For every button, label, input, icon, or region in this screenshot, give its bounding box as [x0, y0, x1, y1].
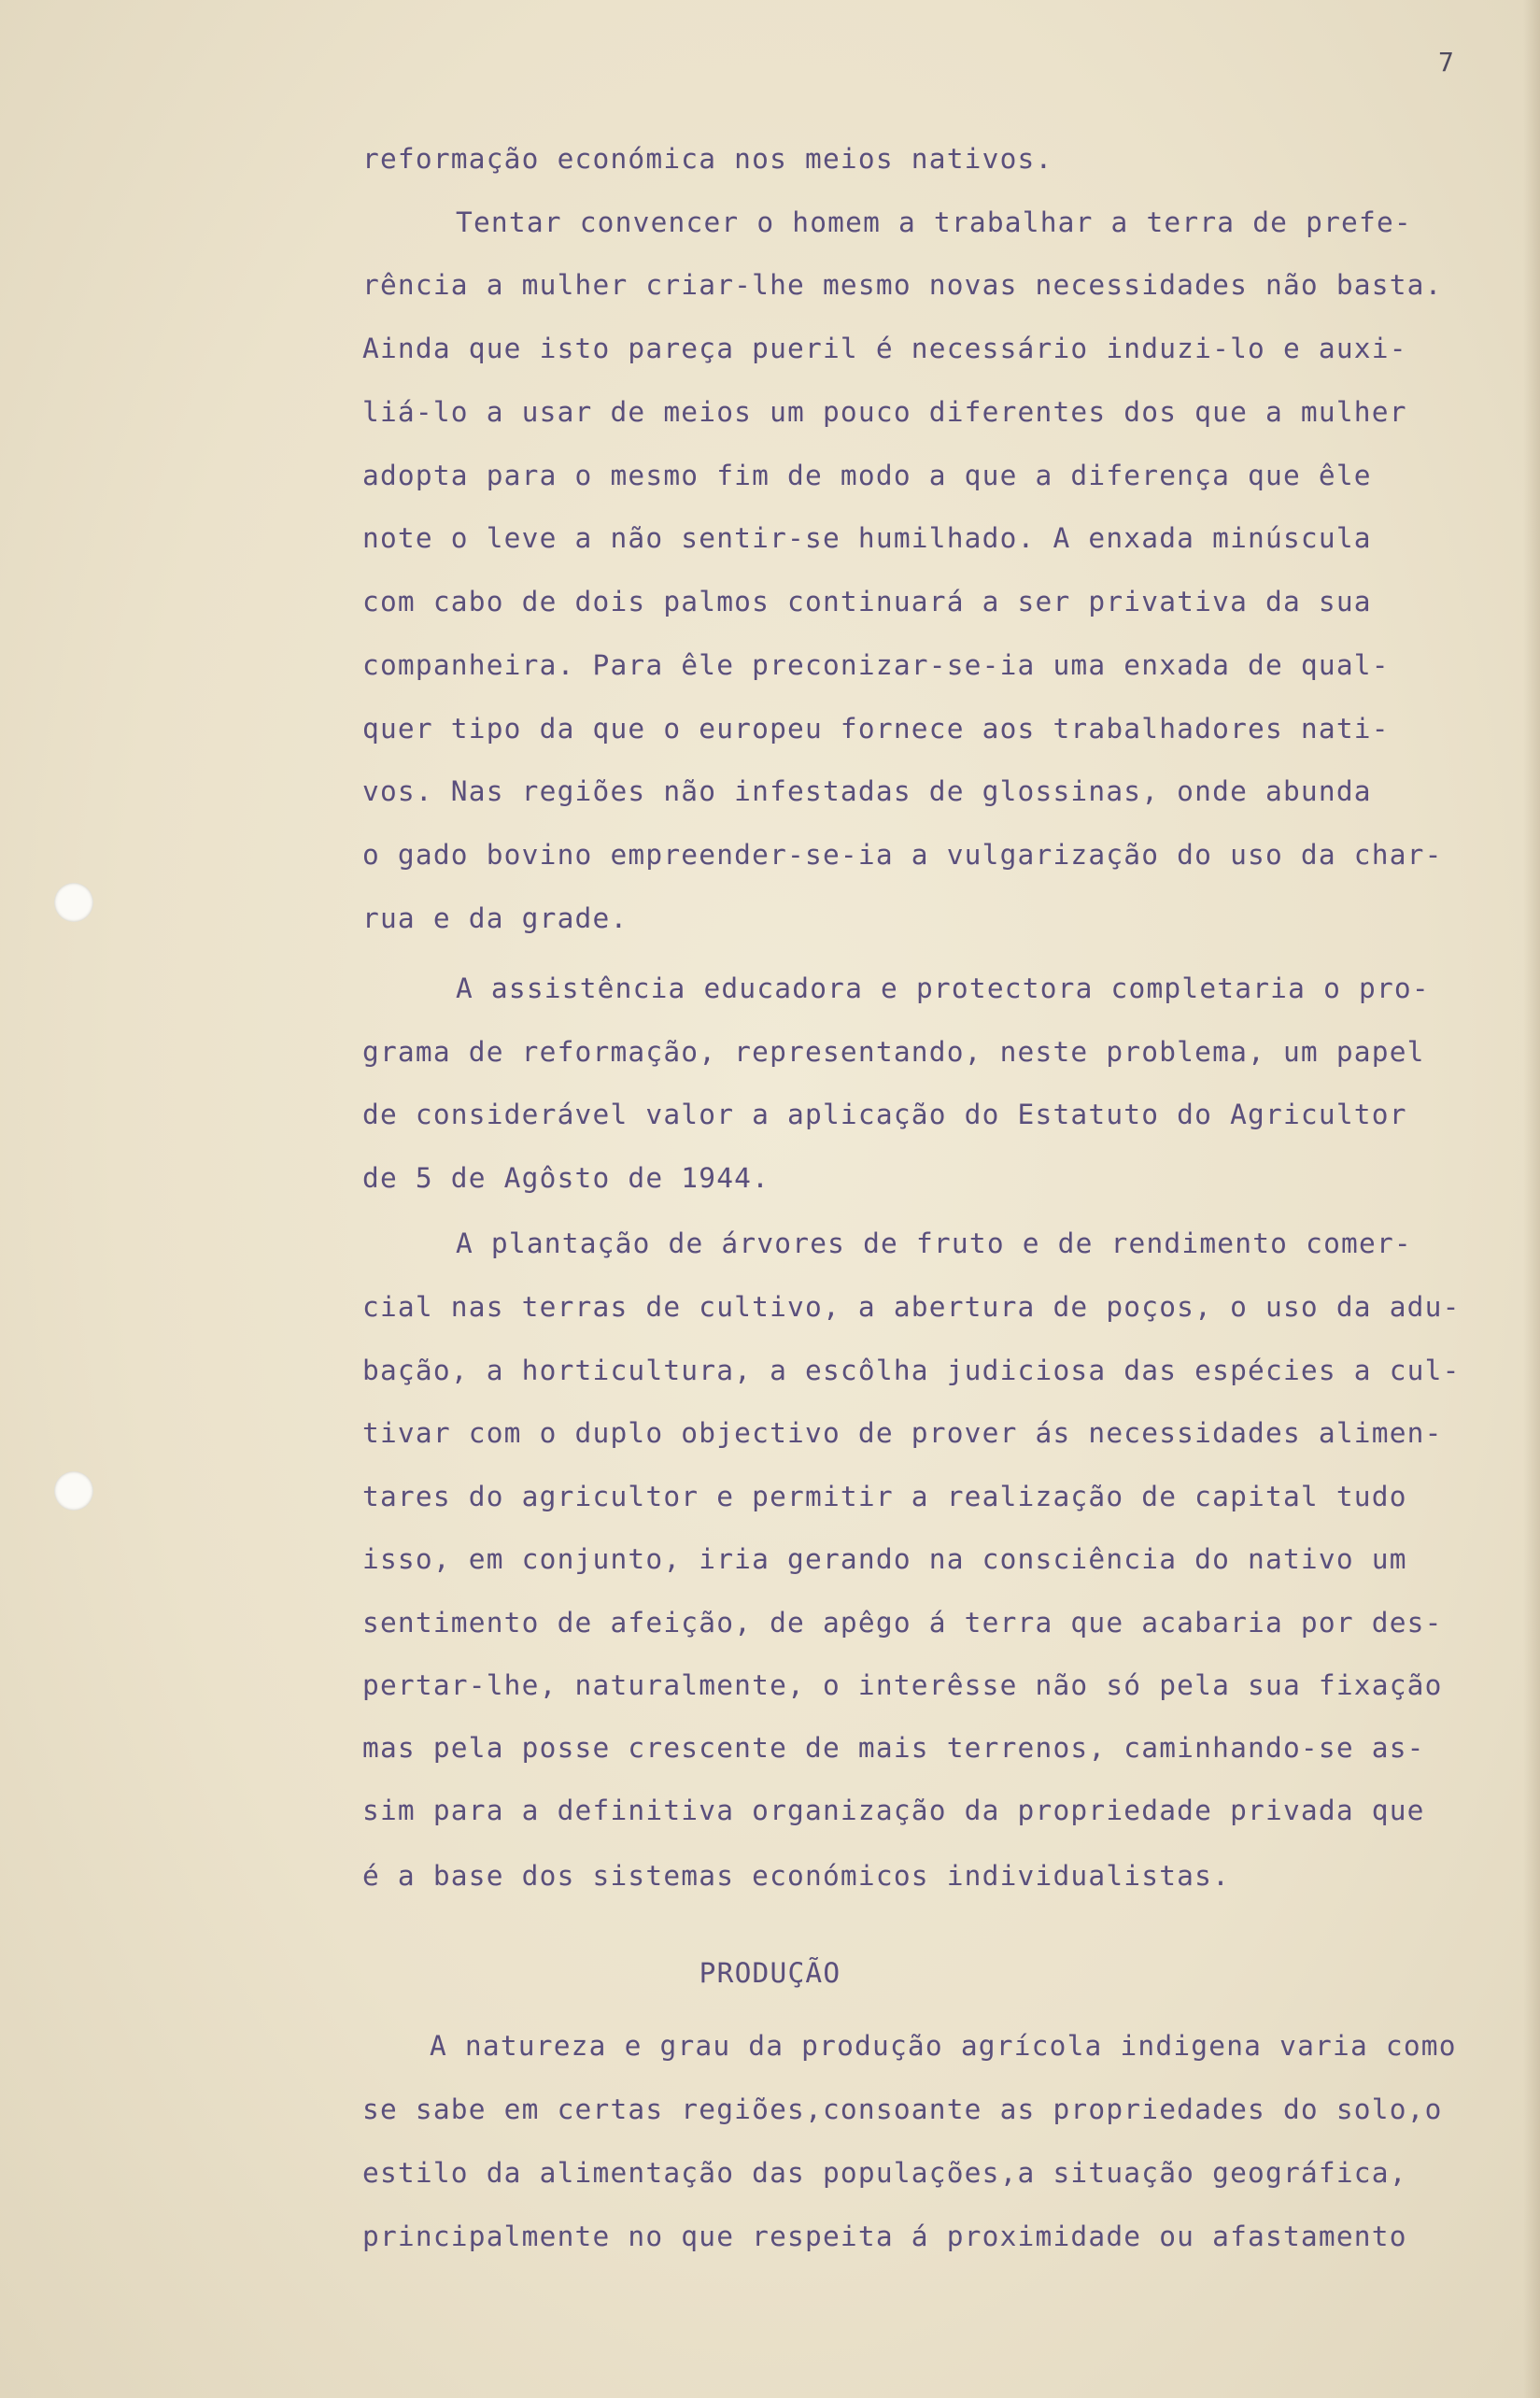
punch-hole — [54, 883, 93, 922]
text-line: A plantação de árvores de fruto e de rendimento comer- — [456, 1227, 1412, 1259]
page-number: 7 — [1438, 47, 1454, 78]
text-line: o gado bovino empreender-se-ia a vulgarização do uso da char- — [362, 839, 1443, 871]
text-line: A assistência educadora e protectora completaria o pro- — [456, 972, 1430, 1004]
text-line: mas pela posse crescente de mais terrenos, caminhando-se as- — [362, 1732, 1425, 1764]
text-line: principalmente no que respeita á proximidade ou afastamento — [362, 2221, 1407, 2252]
text-line: rua e da grade. — [362, 902, 629, 934]
text-line: sentimento de afeição, de apêgo á terra que acabaria por des- — [362, 1607, 1443, 1639]
text-line: grama de reformação, representando, neste problema, um papel — [362, 1036, 1425, 1068]
text-line: vos. Nas regiões não infestadas de glossinas, onde abunda — [362, 775, 1372, 807]
text-line: companheira. Para êle preconizar-se-ia uma enxada de qual- — [362, 649, 1390, 681]
text-line: liá-lo a usar de meios um pouco diferentes dos que a mulher — [362, 396, 1407, 428]
text-line: sim para a definitiva organização da propriedade privada que — [362, 1795, 1425, 1826]
text-line: estilo da alimentação das populações,a situação geográfica, — [362, 2157, 1407, 2189]
text-line: cial nas terras de cultivo, a abertura de poços, o uso da adu- — [362, 1291, 1461, 1323]
page-edge-shadow — [1523, 0, 1540, 2398]
text-line: se sabe em certas regiões,consoante as propriedades do solo,o — [362, 2093, 1443, 2125]
text-line: note o leve a não sentir-se humilhado. A enxada minúscula — [362, 522, 1372, 554]
text-line: pertar-lhe, naturalmente, o interêsse não só pela sua fixação — [362, 1669, 1443, 1701]
text-line: de 5 de Agôsto de 1944. — [362, 1162, 770, 1194]
text-line: tares do agricultor e permitir a realização de capital tudo — [362, 1481, 1407, 1512]
text-line: rência a mulher criar-lhe mesmo novas necessidades não basta. — [362, 269, 1443, 301]
text-line: é a base dos sistemas económicos individualistas. — [362, 1860, 1231, 1892]
text-line: quer tipo da que o europeu fornece aos trabalhadores nati- — [362, 713, 1390, 745]
punch-hole — [54, 1471, 93, 1511]
text-line: reformação económica nos meios nativos. — [362, 143, 1053, 175]
section-heading: PRODUÇÃO — [699, 1957, 841, 1989]
text-line: adopta para o mesmo fim de modo a que a diferença que êle — [362, 460, 1372, 491]
text-line: Tentar convencer o homem a trabalhar a terra de prefe- — [456, 206, 1412, 238]
text-line: Ainda que isto pareça pueril é necessário induzi-lo e auxi- — [362, 333, 1407, 364]
text-line: A natureza e grau da produção agrícola indigena varia como — [430, 2030, 1457, 2062]
text-line: bação, a horticultura, a escôlha judiciosa das espécies a cul- — [362, 1355, 1461, 1386]
text-line: com cabo de dois palmos continuará a ser privativa da sua — [362, 586, 1372, 617]
text-line: tivar com o duplo objectivo de prover ás necessidades alimen- — [362, 1417, 1443, 1449]
text-line: isso, em conjunto, iria gerando na consciência do nativo um — [362, 1543, 1407, 1575]
text-line: de considerável valor a aplicação do Estatuto do Agricultor — [362, 1099, 1407, 1130]
